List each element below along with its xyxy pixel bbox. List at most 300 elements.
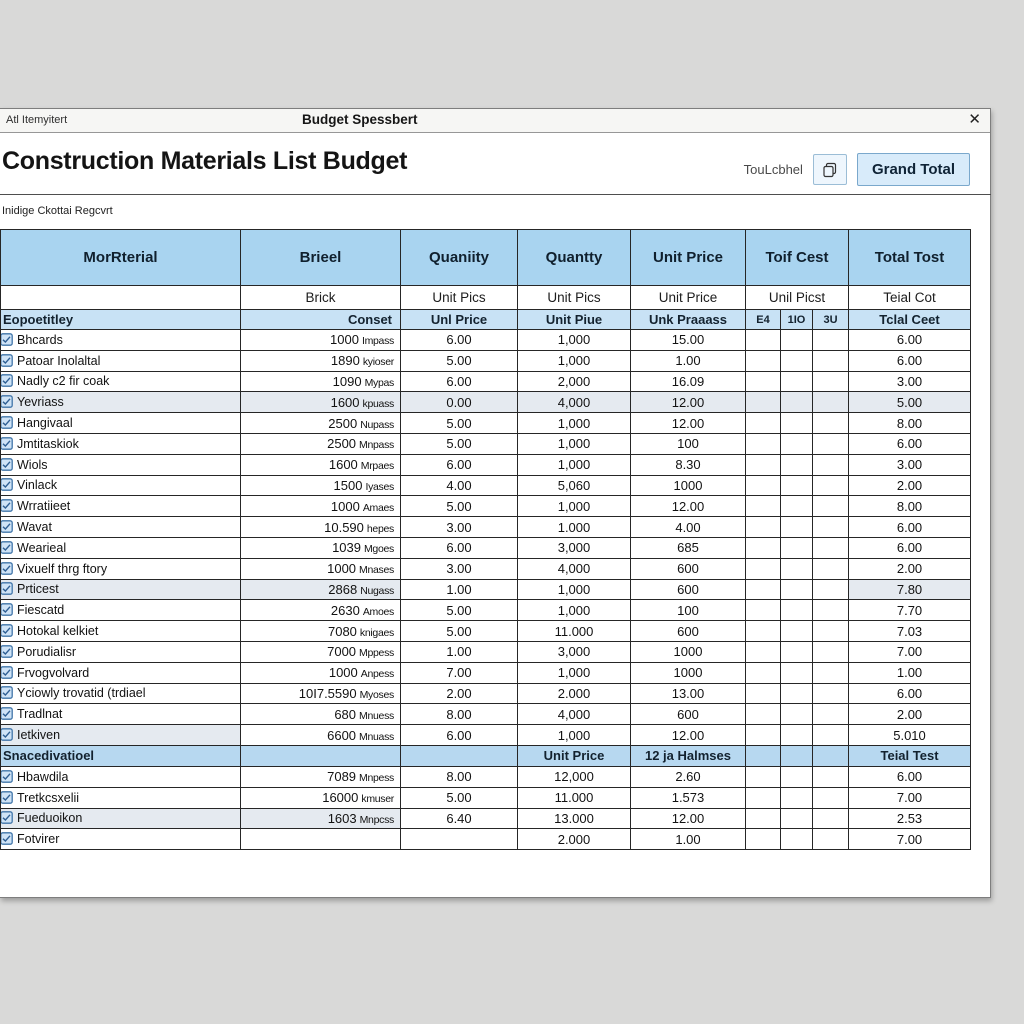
- sub-cell-1[interactable]: [746, 517, 781, 538]
- material-cell[interactable]: [1, 496, 241, 517]
- brand-qty-cell[interactable]: [241, 371, 401, 392]
- unit-price-cell[interactable]: 100: [631, 600, 746, 621]
- quantity-1-cell[interactable]: 5.00: [401, 496, 518, 517]
- group-header-brand[interactable]: Conset: [241, 310, 401, 330]
- total-cell[interactable]: 7.00: [849, 829, 971, 850]
- table-row[interactable]: [1, 829, 971, 850]
- unit-price-cell[interactable]: 15.00: [631, 330, 746, 351]
- section-header-row[interactable]: [1, 745, 971, 766]
- sub-cell-3[interactable]: [813, 766, 849, 787]
- quantity-2-cell[interactable]: 3,000: [518, 537, 631, 558]
- material-cell[interactable]: [1, 725, 241, 746]
- sub-cell-3[interactable]: [813, 579, 849, 600]
- table-row[interactable]: [1, 683, 971, 704]
- unit-price-cell[interactable]: 2.60: [631, 766, 746, 787]
- table-row[interactable]: [1, 330, 971, 351]
- material-cell[interactable]: [1, 350, 241, 371]
- row-checkbox-icon[interactable]: [1, 478, 14, 491]
- sub-cell-1[interactable]: [746, 641, 781, 662]
- sub-cell-2[interactable]: [781, 413, 813, 434]
- material-cell[interactable]: [1, 454, 241, 475]
- sub-cell-1[interactable]: [746, 371, 781, 392]
- sub-cell-2[interactable]: [781, 808, 813, 829]
- table-row[interactable]: [1, 433, 971, 454]
- sub-cell-2[interactable]: [781, 621, 813, 642]
- quantity-2-cell[interactable]: 1,000: [518, 725, 631, 746]
- unit-price-cell[interactable]: 13.00: [631, 683, 746, 704]
- brand-qty-cell[interactable]: [241, 537, 401, 558]
- total-cell[interactable]: 6.00: [849, 683, 971, 704]
- sub-cell-2[interactable]: [781, 829, 813, 850]
- brand-qty-cell[interactable]: [241, 808, 401, 829]
- quantity-1-cell[interactable]: 8.00: [401, 766, 518, 787]
- total-cell[interactable]: 7.70: [849, 600, 971, 621]
- quantity-2-cell[interactable]: 2,000: [518, 371, 631, 392]
- total-cell[interactable]: 5.010: [849, 725, 971, 746]
- quantity-2-cell[interactable]: 13.000: [518, 808, 631, 829]
- grand-total-button[interactable]: Grand Total: [857, 153, 970, 186]
- brand-qty-cell[interactable]: [241, 496, 401, 517]
- table-row[interactable]: [1, 558, 971, 579]
- material-cell[interactable]: [1, 371, 241, 392]
- material-cell[interactable]: [1, 683, 241, 704]
- total-cell[interactable]: 8.00: [849, 413, 971, 434]
- quantity-2-cell[interactable]: 5,060: [518, 475, 631, 496]
- material-cell[interactable]: [1, 330, 241, 351]
- sub-cell-3[interactable]: [813, 371, 849, 392]
- total-cell[interactable]: 8.00: [849, 496, 971, 517]
- row-checkbox-icon[interactable]: [1, 458, 14, 471]
- table-row[interactable]: [1, 704, 971, 725]
- total-cell[interactable]: 2.53: [849, 808, 971, 829]
- sub-cell-3[interactable]: [813, 537, 849, 558]
- sub-cell-1[interactable]: [746, 558, 781, 579]
- sub-cell-3[interactable]: [813, 454, 849, 475]
- sub-cell-1[interactable]: [746, 330, 781, 351]
- table-row[interactable]: [1, 808, 971, 829]
- section-quantity-1-cell[interactable]: [401, 745, 518, 766]
- sub-cell-3[interactable]: [813, 600, 849, 621]
- row-checkbox-icon[interactable]: [1, 728, 14, 741]
- brand-qty-cell[interactable]: [241, 517, 401, 538]
- quantity-1-cell[interactable]: 2.00: [401, 683, 518, 704]
- quantity-2-cell[interactable]: 1,000: [518, 579, 631, 600]
- sub-cell-1[interactable]: [746, 829, 781, 850]
- row-checkbox-icon[interactable]: [1, 354, 14, 367]
- unit-price-cell[interactable]: 4.00: [631, 517, 746, 538]
- subheader-quantity-2[interactable]: Unit Pics: [518, 286, 631, 310]
- material-cell[interactable]: [1, 579, 241, 600]
- sub-cell-2[interactable]: [781, 558, 813, 579]
- sub-cell-1[interactable]: [746, 537, 781, 558]
- brand-qty-cell[interactable]: [241, 350, 401, 371]
- unit-price-cell[interactable]: 600: [631, 579, 746, 600]
- section-brand-cell[interactable]: [241, 745, 401, 766]
- unit-price-cell[interactable]: 600: [631, 621, 746, 642]
- table-row[interactable]: [1, 579, 971, 600]
- sub-cell-1[interactable]: [746, 433, 781, 454]
- sub-cell-3[interactable]: [813, 413, 849, 434]
- sub-cell-1[interactable]: [746, 621, 781, 642]
- table-row[interactable]: [1, 496, 971, 517]
- brand-qty-cell[interactable]: [241, 475, 401, 496]
- sub-cell-1[interactable]: [746, 600, 781, 621]
- brand-qty-cell[interactable]: [241, 829, 401, 850]
- sub-cell-3[interactable]: [813, 787, 849, 808]
- sub-cell-3[interactable]: [813, 350, 849, 371]
- unit-price-cell[interactable]: 12.00: [631, 725, 746, 746]
- total-cell[interactable]: 6.00: [849, 350, 971, 371]
- sub-cell-2[interactable]: [781, 725, 813, 746]
- brand-qty-cell[interactable]: [241, 704, 401, 725]
- material-cell[interactable]: [1, 475, 241, 496]
- sub-cell-3[interactable]: [813, 683, 849, 704]
- row-checkbox-icon[interactable]: [1, 374, 14, 387]
- row-checkbox-icon[interactable]: [1, 437, 14, 450]
- brand-qty-cell[interactable]: [241, 579, 401, 600]
- brand-qty-cell[interactable]: [241, 641, 401, 662]
- section-sub-cell-1[interactable]: [746, 745, 781, 766]
- sub-cell-1[interactable]: [746, 413, 781, 434]
- section-total-cell[interactable]: Teial Test: [849, 745, 971, 766]
- table-row[interactable]: [1, 350, 971, 371]
- group-header-sub-2[interactable]: 1IO: [781, 310, 813, 330]
- quantity-2-cell[interactable]: 1,000: [518, 454, 631, 475]
- total-cell[interactable]: 6.00: [849, 537, 971, 558]
- col-header-quantity-2[interactable]: Quantty: [518, 230, 631, 286]
- table-row[interactable]: [1, 371, 971, 392]
- sub-cell-2[interactable]: [781, 371, 813, 392]
- unit-price-cell[interactable]: 1000: [631, 641, 746, 662]
- table-row[interactable]: [1, 766, 971, 787]
- quantity-1-cell[interactable]: 5.00: [401, 787, 518, 808]
- brand-qty-cell[interactable]: [241, 683, 401, 704]
- total-cell[interactable]: 7.00: [849, 641, 971, 662]
- row-checkbox-icon[interactable]: [1, 416, 14, 429]
- sub-cell-3[interactable]: [813, 558, 849, 579]
- unit-price-cell[interactable]: 600: [631, 558, 746, 579]
- sub-cell-3[interactable]: [813, 517, 849, 538]
- sub-cell-1[interactable]: [746, 662, 781, 683]
- sub-cell-2[interactable]: [781, 392, 813, 413]
- brand-qty-cell[interactable]: [241, 413, 401, 434]
- table-row[interactable]: [1, 413, 971, 434]
- brand-qty-cell[interactable]: [241, 558, 401, 579]
- col-header-total-cost[interactable]: Toif Cest: [746, 230, 849, 286]
- sub-cell-2[interactable]: [781, 641, 813, 662]
- row-checkbox-icon[interactable]: [1, 603, 14, 616]
- col-header-quantity-1[interactable]: Quaniity: [401, 230, 518, 286]
- row-checkbox-icon[interactable]: [1, 666, 14, 679]
- table-row[interactable]: [1, 641, 971, 662]
- sub-cell-2[interactable]: [781, 433, 813, 454]
- subheader-material[interactable]: [1, 286, 241, 310]
- brand-qty-cell[interactable]: [241, 600, 401, 621]
- sub-cell-3[interactable]: [813, 392, 849, 413]
- quantity-2-cell[interactable]: 2.000: [518, 683, 631, 704]
- unit-price-cell[interactable]: 1.573: [631, 787, 746, 808]
- material-cell[interactable]: [1, 621, 241, 642]
- sub-cell-3[interactable]: [813, 725, 849, 746]
- total-cell[interactable]: 3.00: [849, 371, 971, 392]
- unit-price-cell[interactable]: 1000: [631, 475, 746, 496]
- sub-cell-2[interactable]: [781, 662, 813, 683]
- col-header-material[interactable]: MorRterial: [1, 230, 241, 286]
- table-row[interactable]: [1, 392, 971, 413]
- sub-cell-1[interactable]: [746, 350, 781, 371]
- quantity-2-cell[interactable]: 1,000: [518, 496, 631, 517]
- row-checkbox-icon[interactable]: [1, 707, 14, 720]
- total-cell[interactable]: 2.00: [849, 475, 971, 496]
- table-row[interactable]: [1, 475, 971, 496]
- subheader-brand[interactable]: Brick: [241, 286, 401, 310]
- table-row[interactable]: [1, 787, 971, 808]
- row-checkbox-icon[interactable]: [1, 499, 14, 512]
- col-header-total[interactable]: Total Tost: [849, 230, 971, 286]
- quantity-1-cell[interactable]: 6.00: [401, 330, 518, 351]
- quantity-2-cell[interactable]: 1,000: [518, 433, 631, 454]
- group-header-quantity-2[interactable]: Unit Piue: [518, 310, 631, 330]
- material-cell[interactable]: [1, 766, 241, 787]
- sub-cell-3[interactable]: [813, 829, 849, 850]
- sub-cell-3[interactable]: [813, 330, 849, 351]
- brand-qty-cell[interactable]: [241, 454, 401, 475]
- unit-price-cell[interactable]: 1.00: [631, 829, 746, 850]
- unit-price-cell[interactable]: 12.00: [631, 496, 746, 517]
- total-cell[interactable]: 7.00: [849, 787, 971, 808]
- unit-price-cell[interactable]: 8.30: [631, 454, 746, 475]
- quantity-1-cell[interactable]: 3.00: [401, 558, 518, 579]
- total-cell[interactable]: 3.00: [849, 454, 971, 475]
- total-cell[interactable]: 2.00: [849, 558, 971, 579]
- sub-cell-1[interactable]: [746, 766, 781, 787]
- material-cell[interactable]: [1, 413, 241, 434]
- material-cell[interactable]: [1, 392, 241, 413]
- brand-qty-cell[interactable]: [241, 392, 401, 413]
- quantity-2-cell[interactable]: 1,000: [518, 350, 631, 371]
- sub-cell-2[interactable]: [781, 683, 813, 704]
- sub-cell-2[interactable]: [781, 454, 813, 475]
- quantity-1-cell[interactable]: 0.00: [401, 392, 518, 413]
- sub-cell-1[interactable]: [746, 392, 781, 413]
- quantity-2-cell[interactable]: 1,000: [518, 662, 631, 683]
- brand-qty-cell[interactable]: [241, 787, 401, 808]
- total-cell[interactable]: 6.00: [849, 330, 971, 351]
- quantity-2-cell[interactable]: 1.000: [518, 517, 631, 538]
- section-quantity-2-cell[interactable]: Unit Price: [518, 745, 631, 766]
- row-checkbox-icon[interactable]: [1, 686, 14, 699]
- material-cell[interactable]: [1, 433, 241, 454]
- sub-cell-1[interactable]: [746, 725, 781, 746]
- group-header-quantity-1[interactable]: Unl Price: [401, 310, 518, 330]
- table-row[interactable]: [1, 662, 971, 683]
- unit-price-cell[interactable]: 12.00: [631, 413, 746, 434]
- quantity-2-cell[interactable]: 12,000: [518, 766, 631, 787]
- row-checkbox-icon[interactable]: [1, 562, 14, 575]
- sub-cell-3[interactable]: [813, 641, 849, 662]
- sub-cell-3[interactable]: [813, 621, 849, 642]
- material-cell[interactable]: [1, 704, 241, 725]
- table-row[interactable]: [1, 725, 971, 746]
- quantity-2-cell[interactable]: 2.000: [518, 829, 631, 850]
- sub-cell-1[interactable]: [746, 496, 781, 517]
- row-checkbox-icon[interactable]: [1, 624, 14, 637]
- table-row[interactable]: [1, 600, 971, 621]
- row-checkbox-icon[interactable]: [1, 770, 14, 783]
- quantity-2-cell[interactable]: 4,000: [518, 392, 631, 413]
- sub-cell-3[interactable]: [813, 662, 849, 683]
- quantity-2-cell[interactable]: 1,000: [518, 600, 631, 621]
- row-checkbox-icon[interactable]: [1, 395, 14, 408]
- brand-qty-cell[interactable]: [241, 725, 401, 746]
- sub-cell-2[interactable]: [781, 330, 813, 351]
- sub-cell-3[interactable]: [813, 433, 849, 454]
- total-cell[interactable]: 2.00: [849, 704, 971, 725]
- copy-button[interactable]: [813, 154, 847, 185]
- subheader-unit-price[interactable]: Unit Price: [631, 286, 746, 310]
- table-row[interactable]: [1, 621, 971, 642]
- total-cell[interactable]: 5.00: [849, 392, 971, 413]
- table-row[interactable]: [1, 537, 971, 558]
- quantity-1-cell[interactable]: 6.00: [401, 371, 518, 392]
- quantity-2-cell[interactable]: 3,000: [518, 641, 631, 662]
- brand-qty-cell[interactable]: [241, 621, 401, 642]
- brand-qty-cell[interactable]: [241, 330, 401, 351]
- group-header-sub-3[interactable]: 3U: [813, 310, 849, 330]
- section-unit-price-cell[interactable]: 12 ja Halmses: [631, 745, 746, 766]
- quantity-1-cell[interactable]: 1.00: [401, 579, 518, 600]
- quantity-1-cell[interactable]: 5.00: [401, 413, 518, 434]
- sub-cell-1[interactable]: [746, 454, 781, 475]
- section-sub-cell-3[interactable]: [813, 745, 849, 766]
- material-cell[interactable]: [1, 829, 241, 850]
- material-cell[interactable]: [1, 537, 241, 558]
- material-cell[interactable]: [1, 600, 241, 621]
- quantity-1-cell[interactable]: 6.00: [401, 454, 518, 475]
- section-sub-cell-2[interactable]: [781, 745, 813, 766]
- close-icon[interactable]: ✕: [968, 111, 981, 128]
- sub-cell-2[interactable]: [781, 350, 813, 371]
- quantity-1-cell[interactable]: 5.00: [401, 433, 518, 454]
- quantity-1-cell[interactable]: [401, 829, 518, 850]
- brand-qty-cell[interactable]: [241, 662, 401, 683]
- row-checkbox-icon[interactable]: [1, 582, 14, 595]
- subheader-total[interactable]: Teial Cot: [849, 286, 971, 310]
- group-header-material[interactable]: Eopoetitley: [1, 310, 241, 330]
- quantity-1-cell[interactable]: 5.00: [401, 600, 518, 621]
- group-header-sub-1[interactable]: E4: [746, 310, 781, 330]
- quantity-2-cell[interactable]: 1,000: [518, 413, 631, 434]
- row-checkbox-icon[interactable]: [1, 832, 14, 845]
- quantity-1-cell[interactable]: 6.00: [401, 725, 518, 746]
- total-cell[interactable]: 6.00: [849, 766, 971, 787]
- material-cell[interactable]: [1, 558, 241, 579]
- quantity-1-cell[interactable]: 3.00: [401, 517, 518, 538]
- sub-cell-2[interactable]: [781, 704, 813, 725]
- brand-qty-cell[interactable]: [241, 433, 401, 454]
- quantity-1-cell[interactable]: 6.00: [401, 537, 518, 558]
- material-cell[interactable]: [1, 662, 241, 683]
- group-header-total[interactable]: Tclal Ceet: [849, 310, 971, 330]
- subheader-total-cost[interactable]: Unil Picst: [746, 286, 849, 310]
- unit-price-cell[interactable]: 1.00: [631, 350, 746, 371]
- sub-cell-1[interactable]: [746, 787, 781, 808]
- sub-cell-3[interactable]: [813, 475, 849, 496]
- quantity-1-cell[interactable]: 6.40: [401, 808, 518, 829]
- quantity-2-cell[interactable]: 4,000: [518, 704, 631, 725]
- sub-cell-2[interactable]: [781, 787, 813, 808]
- quantity-1-cell[interactable]: 5.00: [401, 350, 518, 371]
- col-header-brand[interactable]: Brieel: [241, 230, 401, 286]
- quantity-1-cell[interactable]: 7.00: [401, 662, 518, 683]
- unit-price-cell[interactable]: 1000: [631, 662, 746, 683]
- material-cell[interactable]: [1, 517, 241, 538]
- quantity-2-cell[interactable]: 11.000: [518, 787, 631, 808]
- brand-qty-cell[interactable]: [241, 766, 401, 787]
- unit-price-cell[interactable]: 100: [631, 433, 746, 454]
- quantity-1-cell[interactable]: 4.00: [401, 475, 518, 496]
- total-cell[interactable]: 7.03: [849, 621, 971, 642]
- total-cell[interactable]: 7.80: [849, 579, 971, 600]
- row-checkbox-icon[interactable]: [1, 541, 14, 554]
- sub-cell-2[interactable]: [781, 517, 813, 538]
- unit-price-cell[interactable]: 16.09: [631, 371, 746, 392]
- row-checkbox-icon[interactable]: [1, 791, 14, 804]
- sub-cell-2[interactable]: [781, 766, 813, 787]
- table-row[interactable]: [1, 454, 971, 475]
- total-cell[interactable]: 6.00: [849, 433, 971, 454]
- sub-cell-2[interactable]: [781, 496, 813, 517]
- group-header-unit-price[interactable]: Unk Praaass: [631, 310, 746, 330]
- subheader-quantity-1[interactable]: Unit Pics: [401, 286, 518, 310]
- material-cell[interactable]: [1, 787, 241, 808]
- unit-price-cell[interactable]: 12.00: [631, 392, 746, 413]
- row-checkbox-icon[interactable]: [1, 645, 14, 658]
- sub-cell-2[interactable]: [781, 537, 813, 558]
- sub-cell-2[interactable]: [781, 579, 813, 600]
- quantity-2-cell[interactable]: 1,000: [518, 330, 631, 351]
- sub-cell-1[interactable]: [746, 704, 781, 725]
- sub-cell-1[interactable]: [746, 808, 781, 829]
- col-header-unit-price[interactable]: Unit Price: [631, 230, 746, 286]
- quantity-1-cell[interactable]: 5.00: [401, 621, 518, 642]
- sub-cell-3[interactable]: [813, 496, 849, 517]
- sub-cell-1[interactable]: [746, 683, 781, 704]
- quantity-1-cell[interactable]: 1.00: [401, 641, 518, 662]
- quantity-2-cell[interactable]: 11.000: [518, 621, 631, 642]
- sub-cell-3[interactable]: [813, 704, 849, 725]
- unit-price-cell[interactable]: 600: [631, 704, 746, 725]
- material-cell[interactable]: [1, 808, 241, 829]
- table-row[interactable]: [1, 517, 971, 538]
- unit-price-cell[interactable]: 12.00: [631, 808, 746, 829]
- material-cell[interactable]: [1, 641, 241, 662]
- row-checkbox-icon[interactable]: [1, 520, 14, 533]
- total-cell[interactable]: 6.00: [849, 517, 971, 538]
- sub-cell-1[interactable]: [746, 579, 781, 600]
- sub-cell-2[interactable]: [781, 600, 813, 621]
- unit-price-cell[interactable]: 685: [631, 537, 746, 558]
- sub-cell-3[interactable]: [813, 808, 849, 829]
- row-checkbox-icon[interactable]: [1, 333, 14, 346]
- section-material-cell[interactable]: Snacedivatioel: [1, 745, 241, 766]
- sub-cell-1[interactable]: [746, 475, 781, 496]
- total-cell[interactable]: 1.00: [849, 662, 971, 683]
- quantity-2-cell[interactable]: 4,000: [518, 558, 631, 579]
- sub-cell-2[interactable]: [781, 475, 813, 496]
- row-checkbox-icon[interactable]: [1, 811, 14, 824]
- quantity-1-cell[interactable]: 8.00: [401, 704, 518, 725]
